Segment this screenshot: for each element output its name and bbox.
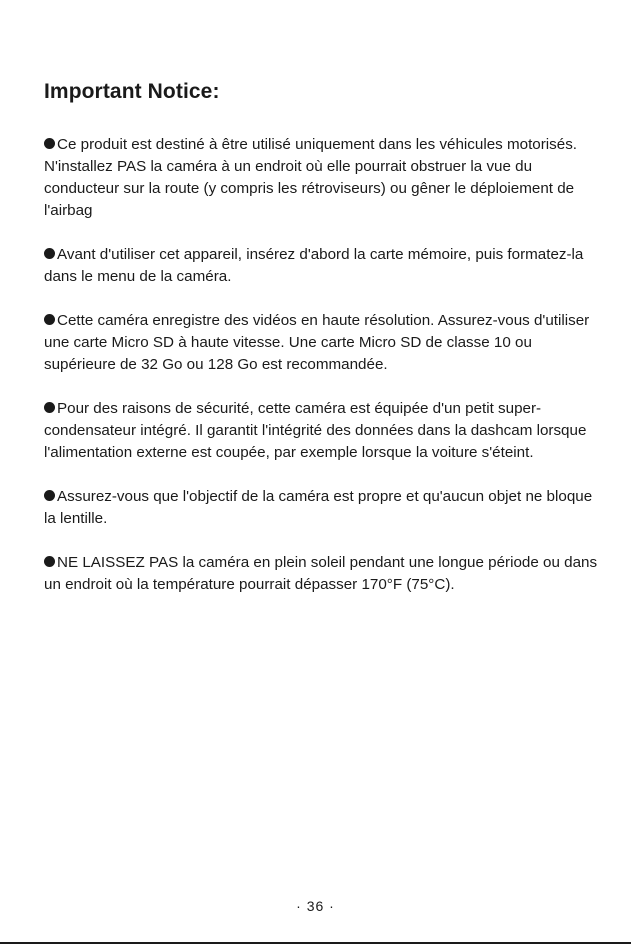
notice-text: NE LAISSEZ PAS la caméra en plein soleil pendant une longue période ou dans un endroit où la température pourrait dépasser 170°F (75°C). — [44, 554, 598, 593]
bullet-icon — [44, 556, 55, 567]
notice-list — [44, 134, 600, 618]
bullet-icon — [44, 490, 55, 501]
notice-text: Ce produit est destiné à être utilisé uniquement dans les véhicules motorisés. N'installez PAS la caméra à un endroit où elle pourrait obstruer la vue du conducteur sur la route (y compris les rétroviseurs) ou gêner le déploiement de l'airbag — [44, 136, 578, 219]
page-number: · 36 · — [296, 898, 335, 914]
bullet-icon — [44, 314, 55, 325]
notice-item — [44, 310, 600, 376]
bottom-divider — [0, 942, 631, 944]
notice-text: Avant d'utiliser cet appareil, insérez d'abord la carte mémoire, puis formatez-la dans le menu de la caméra. — [44, 246, 584, 285]
notice-item — [44, 244, 600, 288]
notice-text: Cette caméra enregistre des vidéos en haute résolution. Assurez-vous d'utiliser une carte Micro SD à haute vitesse. Une carte Micro SD de classe 10 ou supérieure de 32 Go ou 128 Go est recommandée. — [44, 312, 590, 373]
bullet-icon — [44, 402, 55, 413]
notice-item — [44, 552, 600, 596]
notice-item — [44, 486, 600, 530]
notice-item — [44, 398, 600, 464]
notice-item — [44, 134, 600, 222]
bullet-icon — [44, 248, 55, 259]
page-title: Important Notice: — [44, 80, 220, 103]
notice-text: Assurez-vous que l'objectif de la caméra est propre et qu'aucun objet ne bloque la lentille. — [44, 488, 593, 527]
notice-text: Pour des raisons de sécurité, cette caméra est équipée d'un petit super-condensateur intégré. Il garantit l'intégrité des données dans la dashcam lorsque l'alimentation externe est coupée, par exemple lorsque la voiture s'éteint. — [44, 400, 587, 461]
bullet-icon — [44, 138, 55, 149]
